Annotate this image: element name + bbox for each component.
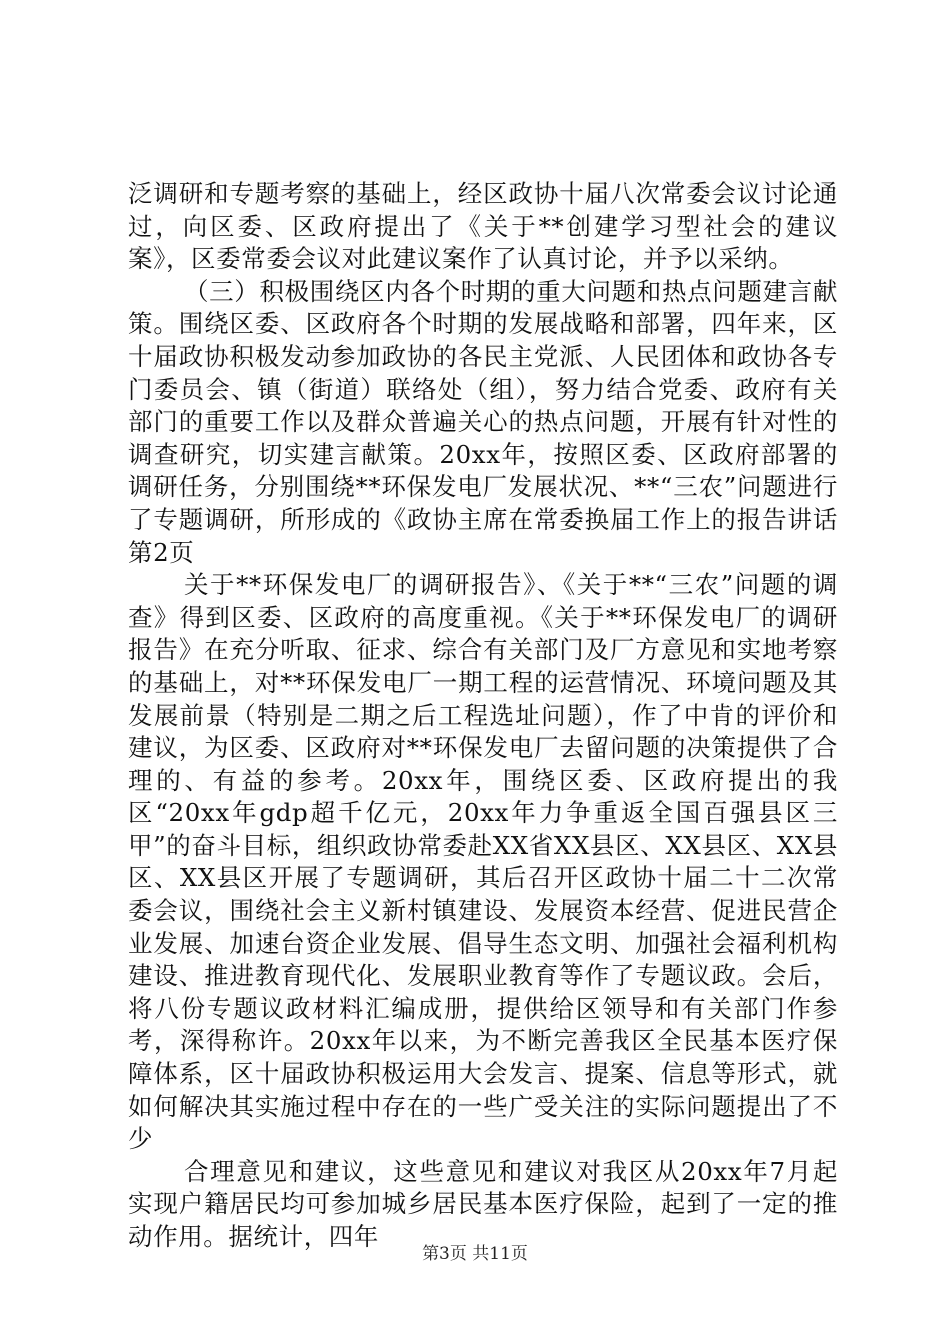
paragraph-4: 合理意见和建议，这些意见和建议对我区从20xx年7月起实现户籍居民均可参加城乡居民基本医疗保险，起到了一定的推动作用。据统计，四年 [128, 1156, 838, 1251]
paragraph-3: 关于**环保发电厂的调研报告》、《关于**“三农”问题的调查》得到区委、区政府的高度重视。《关于**环保发电厂的调研报告》在充分听取、征求、综合有关部门及厂方意见和实地考察的基础上，对**环保发电厂一期工程的运营情况、环境问题及其发展前景（特别是二期之后工程选址问题），作了中肯的评价和建议，为区委、区政府对**环保发电厂去留问题的决策提供了合理的、有益的参考。20xx年，围绕区委、区政府提出的我区“20xx年gdp超千亿元，20xx年力争重返全国百强县区三甲”的奋斗目标，组织政协常委赴XX省XX县区、XX县区、XX县区、XX县区开展了专题调研，其后召开区政协十届二十二次常委会议，围绕社会主义新村镇建设、发展资本经营、促进民营企业发展、加速台资企业发展、倡导生态文明、加强社会福利机构建设、推进教育现代化、发展职业教育等作了专题议政。会后，将八份专题议政材料汇编成册，提供给区领导和有关部门作参考，深得称许。20xx年以来，为不断完善我区全民基本医疗保障体系，区十届政协积极运用大会发言、提案、信息等形式，就如何解决其实施过程中存在的一些广受关注的实际问题提出了不少 [128, 570, 838, 1154]
body-text [128, 178, 838, 1254]
paragraph-2: （三）积极围绕区内各个时期的重大问题和热点问题建言献策。围绕区委、区政府各个时期的发展战略和部署，四年来，区十届政协积极发动参加政协的各民主党派、人民团体和政协各专门委员会、镇（街道）联络处（组），努力结合党委、政府有关部门的重要工作以及群众普遍关心的热点问题，开展有针对性的调查研究，切实建言献策。20xx年，按照区委、区政府部署的调研任务，分别围绕**环保发电厂发展状况、**“三农”问题进行了专题调研，所形成的《政协主席在常委换届工作上的报告讲话第2页 [128, 276, 838, 567]
page-number-footer: 第3页 共11页 [422, 1244, 528, 1264]
paragraph-1: 泛调研和专题考察的基础上，经区政协十届八次常委会议讨论通过，向区委、区政府提出了《关于**创建学习型社会的建议案》，区委常委会议对此建议案作了认真讨论，并予以采纳。 [128, 179, 838, 274]
